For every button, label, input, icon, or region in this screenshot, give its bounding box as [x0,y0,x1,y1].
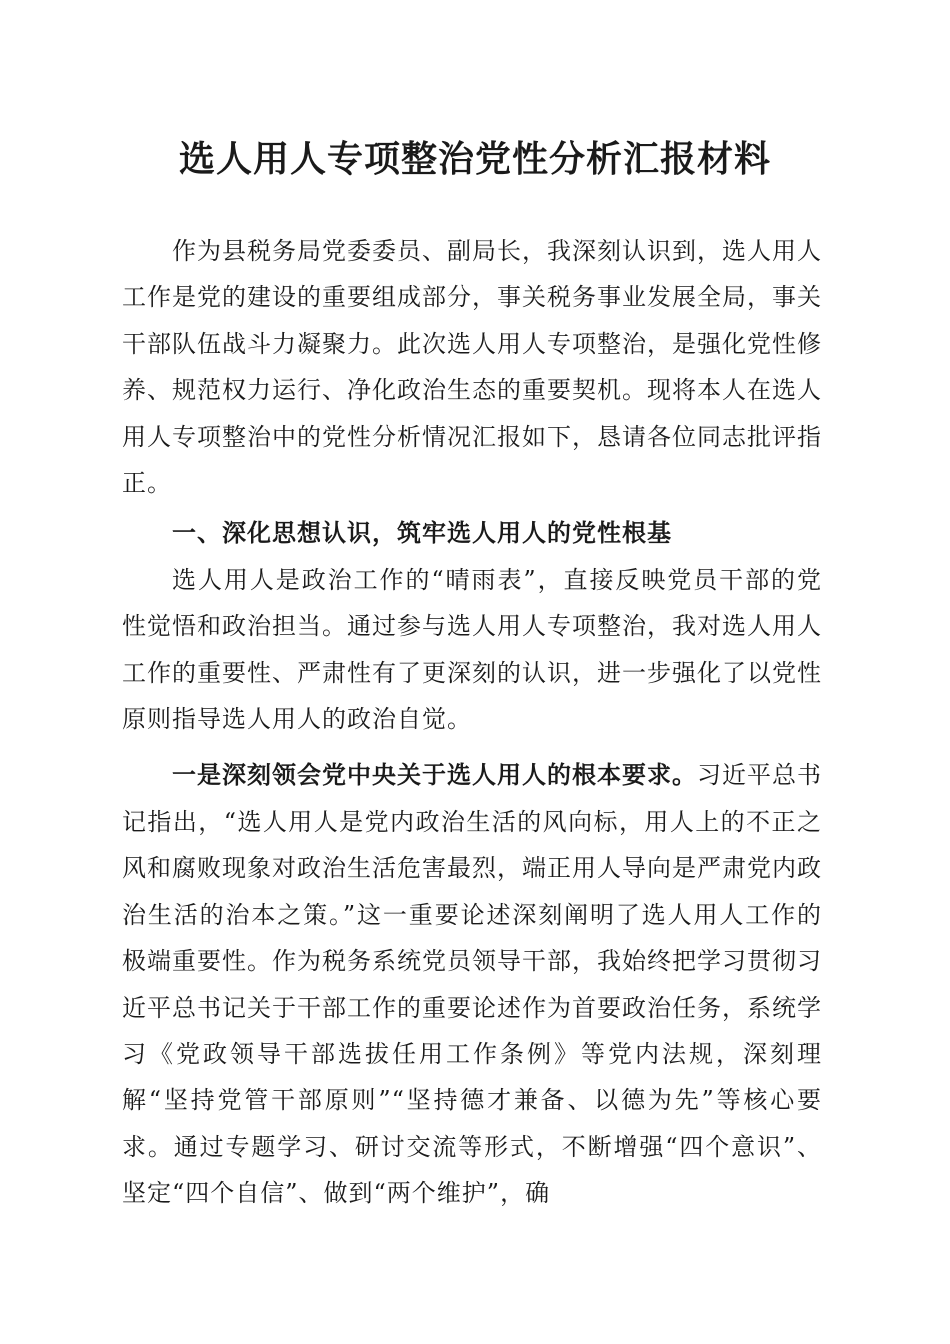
document-title: 选人用人专项整治党性分析汇报材料 [178,139,771,180]
section-paragraph: 选人用人是政治工作的“晴雨表”，直接反映党员干部的党性觉悟和政治担当。通过参与选人用人专项整治，我对选人用人工作的重要性、严肃性有了更深刻的认识，进一步强化了以党性原则指导选人用人的政治自觉。 [122,565,822,734]
point-lead: 一是深刻领会党中央关于选人用人的根本要求。 [172,761,697,790]
point-paragraph [122,752,822,1216]
point-text: 习近平总书记指出，“选人用人是党内政治生活的风向标，用人上的不正之风和腐败现象对政治生活危害最烈，端正用人导向是严肃党内政治生活的治本之策。”这一重要论述深刻阐明了选人用人工作的极端重要性。作为税务系统党员领导干部，我始终把学习贯彻习近平总书记关于干部工作的重要论述作为首要政治任务，系统学习《党政领导干部选拔任用工作条例》等党内法规，深刻理解“坚持党管干部原则”“坚持德才兼备、以德为先”等核心要求。通过专题学习、研讨交流等形式，不断增强“四个意识”、坚定“四个自信”、做到“两个维护”，确 [122,761,822,1208]
document-body [122,228,822,1217]
section-heading: 一、深化思想认识，筑牢选人用人的党性根基 [172,519,672,548]
intro-paragraph: 作为县税务局党委委员、副局长，我深刻认识到，选人用人工作是党的建设的重要组成部分，事关税务事业发展全局，事关干部队伍战斗力凝聚力。此次选人用人专项整治，是强化党性修养、规范权力运行、净化政治生态的重要契机。现将本人在选人用人专项整治中的党性分析情况汇报如下，恳请各位同志批评指正。 [122,237,822,498]
